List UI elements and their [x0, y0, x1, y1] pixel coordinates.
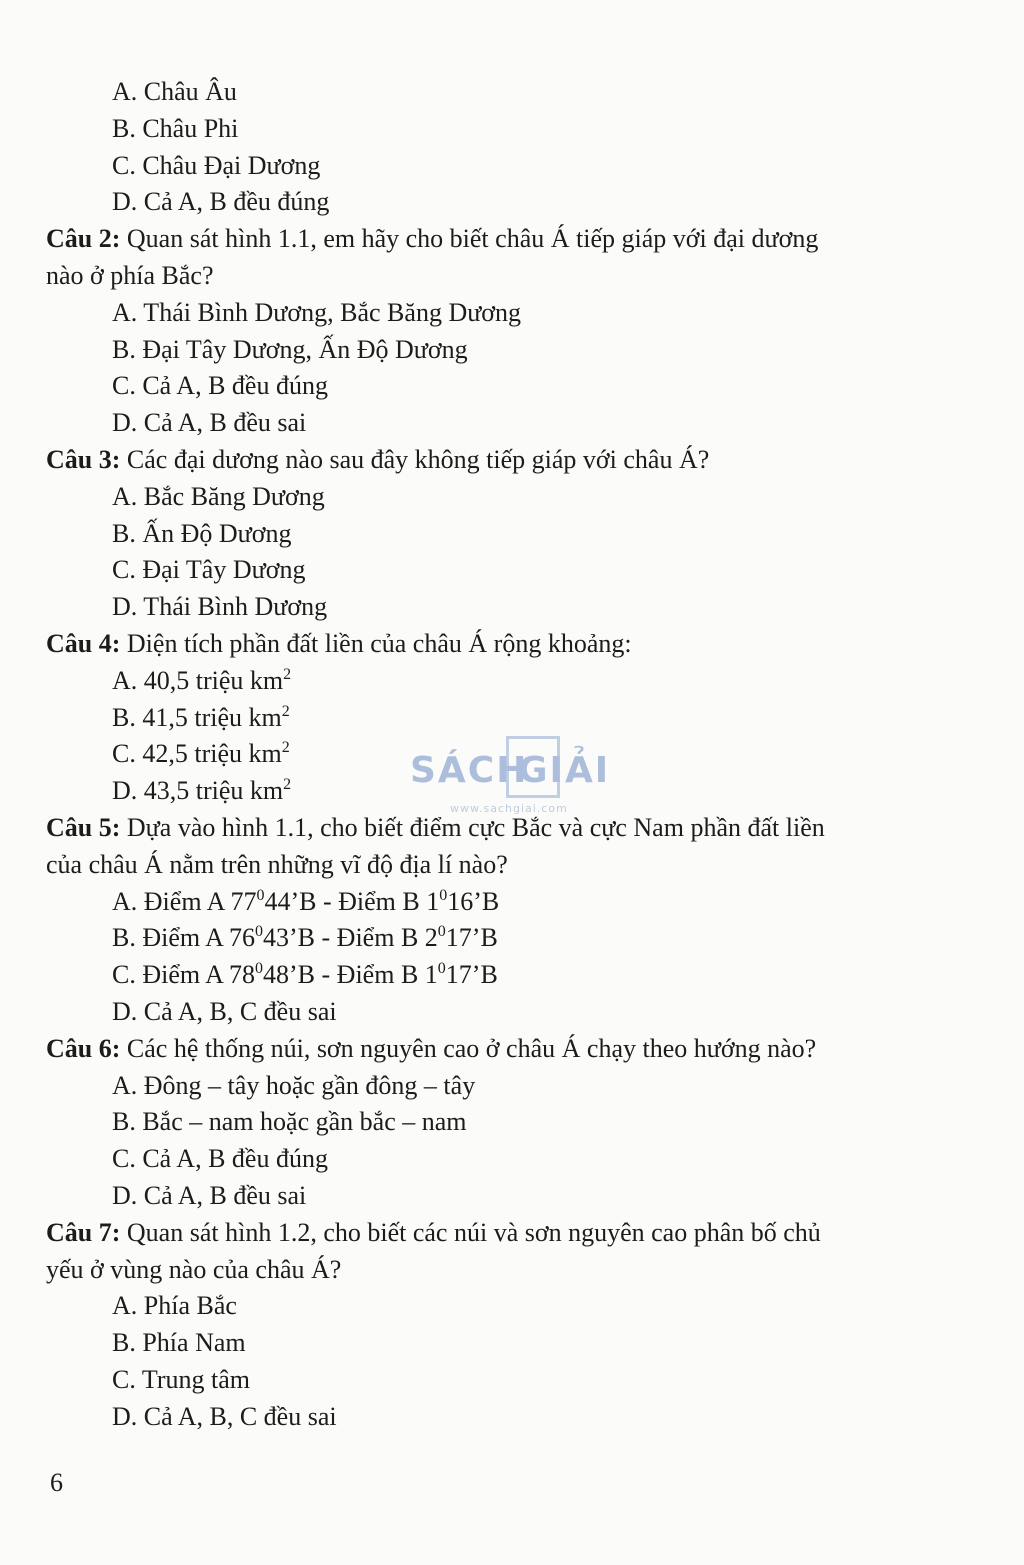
option-q1-b: B. Châu Phi	[112, 113, 239, 143]
option-q4-d-text: D. 43,5 triệu km	[112, 776, 284, 806]
question-5	[46, 810, 946, 884]
option-q6-a: A. Đông – tây hoặc gần đông – tây	[112, 1070, 476, 1100]
question-5-label: Câu 5:	[46, 812, 121, 842]
question-2-text-line1: Quan sát hình 1.1, em hãy cho biết châu Á tiếp giáp với đại dương	[120, 224, 819, 254]
option-q5-c-sup1: 0	[255, 960, 264, 978]
option-q2-b: B. Đại Tây Dương, Ấn Độ Dương	[112, 334, 468, 364]
option-q4-c-sup: 2	[281, 739, 290, 757]
option-q4-b-text: B. 41,5 triệu km	[112, 702, 282, 732]
question-5-text-line2: của châu Á nằm trên những vĩ độ địa lí nào?	[46, 849, 508, 879]
option-q7-b: B. Phía Nam	[112, 1328, 246, 1358]
question-4-label: Câu 4:	[46, 628, 121, 658]
question-2-text-line2: nào ở phía Bắc?	[46, 260, 214, 290]
option-q1-a: A. Châu Âu	[112, 77, 237, 106]
question-7-label: Câu 7:	[46, 1217, 121, 1247]
option-q4-a-sup: 2	[283, 665, 292, 683]
watermark-left-text: SÁCH	[410, 750, 529, 791]
question-6-text: Các hệ thống núi, sơn nguyên cao ở châu Á chạy theo hướng nào?	[120, 1033, 817, 1063]
question-4	[46, 626, 946, 663]
option-q5-b-sup2: 0	[437, 923, 446, 941]
option-q3-d: D. Thái Bình Dương	[112, 592, 328, 622]
question-6-label: Câu 6:	[46, 1033, 121, 1063]
option-q5-b-part3: 17’B	[445, 923, 498, 953]
option-q7-d: D. Cả A, B, C đều sai	[112, 1401, 337, 1431]
option-q5-a-sup1: 0	[256, 886, 265, 904]
question-7	[46, 1215, 946, 1289]
option-q1-c: C. Châu Đại Dương	[112, 150, 321, 180]
option-q1-d: D. Cả A, B đều đúng	[112, 187, 330, 217]
option-q5-c-part3: 17’B	[445, 960, 498, 990]
question-7-text-line1: Quan sát hình 1.2, cho biết các núi và sơn nguyên cao phân bố chủ	[120, 1217, 821, 1247]
option-q5-b-part1: B. Điểm A 76	[112, 923, 256, 953]
option-q5-b-sup1: 0	[255, 923, 264, 941]
question-2	[46, 221, 946, 295]
option-q3-b: B. Ấn Độ Dương	[112, 518, 292, 548]
option-q5-b-part2: 43’B - Điểm B 2	[263, 923, 438, 953]
option-q5-c-part1: C. Điểm A 78	[112, 960, 256, 990]
page-number: 6	[50, 1468, 63, 1497]
option-q2-c: C. Cả A, B đều đúng	[112, 371, 328, 401]
watermark-right-text: GIẢI	[518, 750, 611, 791]
option-q5-c-part2: 48’B - Điểm B 1	[263, 960, 438, 990]
option-q6-b: B. Bắc – nam hoặc gần bắc – nam	[112, 1107, 467, 1137]
option-q3-a: A. Bắc Băng Dương	[112, 481, 325, 511]
question-6	[46, 1031, 946, 1068]
option-q5-d: D. Cả A, B, C đều sai	[112, 996, 337, 1026]
question-3	[46, 442, 946, 479]
option-q4-b	[46, 700, 946, 737]
option-q3-c: C. Đại Tây Dương	[112, 555, 306, 585]
option-q4-d-sup: 2	[283, 776, 292, 794]
watermark-logo	[410, 736, 620, 815]
option-q4-a-text: A. 40,5 triệu km	[112, 665, 284, 695]
option-q2-a: A. Thái Bình Dương, Bắc Băng Dương	[112, 297, 522, 327]
option-q5-a-part1: A. Điểm A 77	[112, 886, 257, 916]
option-q5-a-sup2: 0	[439, 886, 448, 904]
option-q5-c-sup2: 0	[437, 960, 446, 978]
question-4-text: Diện tích phần đất liền của châu Á rộng khoảng:	[120, 628, 632, 658]
question-3-text: Các đại dương nào sau đây không tiếp giáp với châu Á?	[120, 444, 710, 474]
question-3-label: Câu 3:	[46, 444, 121, 474]
option-q5-b	[46, 920, 946, 957]
question-5-text-line1: Dựa vào hình 1.1, cho biết điểm cực Bắc và cực Nam phần đất liền	[120, 812, 825, 842]
question-7-text-line2: yếu ở vùng nào của châu Á?	[46, 1254, 342, 1284]
watermark-url: www.sachgiai.com	[450, 802, 568, 815]
question-2-label: Câu 2:	[46, 224, 121, 254]
option-q5-a	[46, 884, 946, 921]
option-q7-a: A. Phía Bắc	[112, 1291, 237, 1321]
option-q4-b-sup: 2	[281, 702, 290, 720]
option-q6-c: C. Cả A, B đều đúng	[112, 1144, 328, 1174]
option-q7-c: C. Trung tâm	[112, 1364, 250, 1394]
option-q4-c-text: C. 42,5 triệu km	[112, 739, 282, 769]
option-q5-c	[46, 957, 946, 994]
option-q6-d: D. Cả A, B đều sai	[112, 1180, 307, 1210]
option-q5-a-part3: 16’B	[447, 886, 500, 916]
option-q2-d: D. Cả A, B đều sai	[112, 408, 307, 438]
option-q4-a	[46, 663, 946, 700]
option-q5-a-part2: 44’B - Điểm B 1	[264, 886, 440, 916]
